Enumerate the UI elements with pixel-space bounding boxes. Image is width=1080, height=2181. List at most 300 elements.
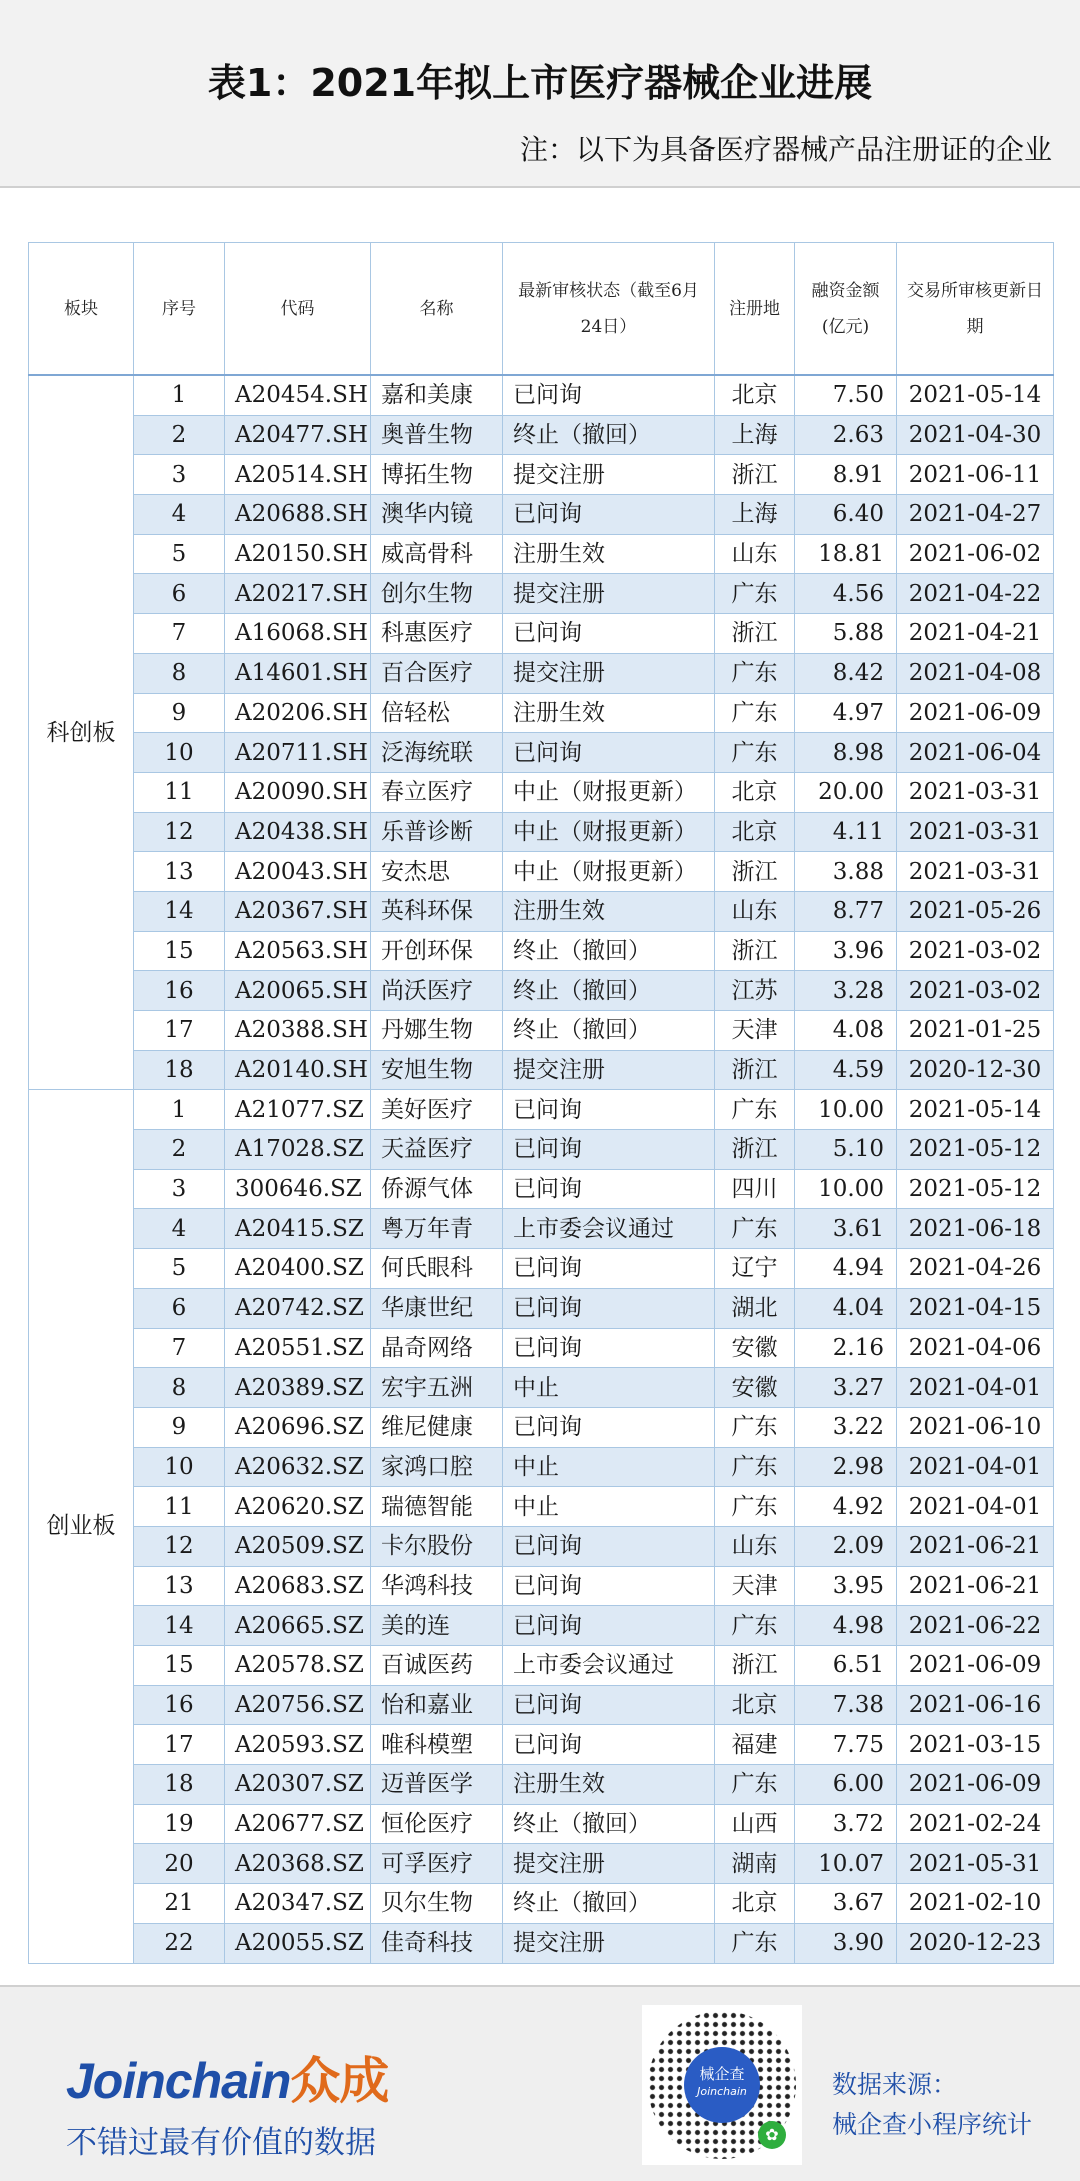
row-amount: 4.08	[795, 1011, 897, 1051]
row-code: A20477.SH	[225, 415, 371, 455]
row-status: 已问询	[503, 1566, 715, 1606]
row-index: 6	[134, 1288, 225, 1328]
row-date: 2021-02-10	[897, 1884, 1054, 1924]
row-location: 福建	[715, 1725, 795, 1765]
row-date: 2021-06-09	[897, 693, 1054, 733]
row-code: A20551.SZ	[225, 1328, 371, 1368]
row-amount: 8.91	[795, 455, 897, 495]
row-name: 何氏眼科	[371, 1249, 503, 1289]
table-row	[29, 1050, 1054, 1090]
row-amount: 20.00	[795, 772, 897, 812]
row-index: 19	[134, 1804, 225, 1844]
row-index: 17	[134, 1011, 225, 1051]
row-code: A20509.SZ	[225, 1526, 371, 1566]
row-amount: 3.61	[795, 1209, 897, 1249]
row-date: 2021-06-10	[897, 1407, 1054, 1447]
table-row	[29, 733, 1054, 773]
col-header-status: 最新审核状态（截至6月24日）	[503, 243, 715, 376]
row-amount: 7.75	[795, 1725, 897, 1765]
table-row	[29, 1169, 1054, 1209]
row-status: 已问询	[503, 1725, 715, 1765]
row-location: 浙江	[715, 852, 795, 892]
row-date: 2020-12-30	[897, 1050, 1054, 1090]
row-amount: 3.90	[795, 1923, 897, 1963]
col-header-date: 交易所审核更新日期	[897, 243, 1054, 376]
row-amount: 4.92	[795, 1487, 897, 1527]
row-date: 2021-04-01	[897, 1447, 1054, 1487]
source-label: 数据来源：	[832, 2070, 958, 2099]
row-amount: 3.27	[795, 1368, 897, 1408]
table-note: 注：以下为具备医疗器械产品注册证的企业	[519, 133, 1052, 166]
table-row	[29, 534, 1054, 574]
row-status: 提交注册	[503, 1844, 715, 1884]
table-row	[29, 1844, 1054, 1884]
row-code: A20206.SH	[225, 693, 371, 733]
row-index: 15	[134, 1646, 225, 1686]
ipo-progress-table	[28, 242, 1054, 1964]
row-name: 粤万年青	[371, 1209, 503, 1249]
table-row	[29, 1090, 1054, 1130]
row-code: A20140.SH	[225, 1050, 371, 1090]
row-location: 浙江	[715, 455, 795, 495]
table-row	[29, 1011, 1054, 1051]
table-row	[29, 455, 1054, 495]
row-amount: 2.98	[795, 1447, 897, 1487]
row-date: 2021-06-11	[897, 455, 1054, 495]
row-index: 5	[134, 534, 225, 574]
row-name: 百诚医药	[371, 1646, 503, 1686]
table-row	[29, 1368, 1054, 1408]
row-location: 广东	[715, 693, 795, 733]
row-location: 广东	[715, 1487, 795, 1527]
board-label: 科创板	[29, 375, 134, 1090]
row-date: 2021-06-21	[897, 1526, 1054, 1566]
row-name: 倍轻松	[371, 693, 503, 733]
table-row	[29, 574, 1054, 614]
row-date: 2021-06-09	[897, 1646, 1054, 1686]
row-status: 已问询	[503, 1288, 715, 1328]
row-status: 提交注册	[503, 455, 715, 495]
row-name: 奥普生物	[371, 415, 503, 455]
table-row	[29, 614, 1054, 654]
row-code: A20368.SZ	[225, 1844, 371, 1884]
row-index: 20	[134, 1844, 225, 1884]
table-row	[29, 1606, 1054, 1646]
row-index: 4	[134, 495, 225, 535]
table-row	[29, 891, 1054, 931]
row-amount: 3.96	[795, 931, 897, 971]
row-date: 2021-01-25	[897, 1011, 1054, 1051]
row-index: 16	[134, 1685, 225, 1725]
row-code: A20688.SH	[225, 495, 371, 535]
row-status: 已问询	[503, 495, 715, 535]
row-name: 丹娜生物	[371, 1011, 503, 1051]
row-index: 10	[134, 1447, 225, 1487]
row-index: 16	[134, 971, 225, 1011]
table-row	[29, 1447, 1054, 1487]
page-title: 表1：2021年拟上市医疗器械企业进展	[207, 61, 873, 105]
col-header-index: 序号	[134, 243, 225, 376]
row-name: 安杰思	[371, 852, 503, 892]
row-index: 12	[134, 812, 225, 852]
row-location: 广东	[715, 574, 795, 614]
row-location: 北京	[715, 1685, 795, 1725]
row-date: 2021-05-26	[897, 891, 1054, 931]
row-amount: 3.22	[795, 1407, 897, 1447]
row-date: 2021-05-12	[897, 1169, 1054, 1209]
row-date: 2021-05-12	[897, 1130, 1054, 1170]
row-index: 13	[134, 1566, 225, 1606]
row-code: A20514.SH	[225, 455, 371, 495]
row-amount: 4.98	[795, 1606, 897, 1646]
source-value: 械企查小程序统计	[832, 2110, 1033, 2139]
row-code: A20563.SH	[225, 931, 371, 971]
row-code: A20593.SZ	[225, 1725, 371, 1765]
row-status: 终止（撤回）	[503, 1011, 715, 1051]
row-name: 嘉和美康	[371, 375, 503, 415]
row-location: 广东	[715, 733, 795, 773]
row-date: 2021-05-31	[897, 1844, 1054, 1884]
row-location: 北京	[715, 1884, 795, 1924]
row-amount: 3.88	[795, 852, 897, 892]
row-amount: 3.28	[795, 971, 897, 1011]
row-amount: 4.56	[795, 574, 897, 614]
row-status: 已问询	[503, 1130, 715, 1170]
row-amount: 4.59	[795, 1050, 897, 1090]
row-name: 侨源气体	[371, 1169, 503, 1209]
row-index: 13	[134, 852, 225, 892]
row-status: 注册生效	[503, 891, 715, 931]
table-row	[29, 1249, 1054, 1289]
row-name: 怡和嘉业	[371, 1685, 503, 1725]
row-name: 迈普医学	[371, 1765, 503, 1805]
row-status: 已问询	[503, 1169, 715, 1209]
row-date: 2021-04-30	[897, 415, 1054, 455]
row-location: 广东	[715, 1407, 795, 1447]
table-row	[29, 1725, 1054, 1765]
row-index: 18	[134, 1765, 225, 1805]
row-name: 唯科模塑	[371, 1725, 503, 1765]
row-status: 已问询	[503, 1249, 715, 1289]
table-row	[29, 772, 1054, 812]
row-amount: 10.00	[795, 1169, 897, 1209]
row-name: 可孚医疗	[371, 1844, 503, 1884]
col-header-amount: 融资金额(亿元)	[795, 243, 897, 376]
row-date: 2021-04-06	[897, 1328, 1054, 1368]
row-amount: 7.50	[795, 375, 897, 415]
row-index: 22	[134, 1923, 225, 1963]
row-status: 已问询	[503, 1685, 715, 1725]
row-status: 已问询	[503, 1090, 715, 1130]
row-amount: 4.11	[795, 812, 897, 852]
row-status: 上市委会议通过	[503, 1209, 715, 1249]
row-name: 美好医疗	[371, 1090, 503, 1130]
row-location: 辽宁	[715, 1249, 795, 1289]
row-name: 美的连	[371, 1606, 503, 1646]
table-row	[29, 653, 1054, 693]
row-status: 注册生效	[503, 1765, 715, 1805]
row-code: A20696.SZ	[225, 1407, 371, 1447]
table-row	[29, 1765, 1054, 1805]
row-status: 注册生效	[503, 534, 715, 574]
row-code: A20454.SH	[225, 375, 371, 415]
row-name: 泛海统联	[371, 733, 503, 773]
row-name: 乐普诊断	[371, 812, 503, 852]
row-code: A20150.SH	[225, 534, 371, 574]
row-index: 18	[134, 1050, 225, 1090]
row-status: 提交注册	[503, 653, 715, 693]
row-amount: 4.04	[795, 1288, 897, 1328]
row-amount: 3.72	[795, 1804, 897, 1844]
row-location: 安徽	[715, 1368, 795, 1408]
row-index: 1	[134, 1090, 225, 1130]
row-location: 广东	[715, 1923, 795, 1963]
mini-program-icon: ✿	[758, 2121, 786, 2149]
row-name: 尚沃医疗	[371, 971, 503, 1011]
table-row	[29, 812, 1054, 852]
col-header-code: 代码	[225, 243, 371, 376]
row-code: A20632.SZ	[225, 1447, 371, 1487]
row-location: 浙江	[715, 1646, 795, 1686]
row-name: 维尼健康	[371, 1407, 503, 1447]
board-label: 创业板	[29, 1090, 134, 1963]
row-index: 11	[134, 1487, 225, 1527]
mini-program-qr-code[interactable]	[642, 2005, 802, 2165]
row-date: 2021-03-31	[897, 852, 1054, 892]
row-index: 7	[134, 614, 225, 654]
row-code: A20677.SZ	[225, 1804, 371, 1844]
row-location: 安徽	[715, 1328, 795, 1368]
row-code: A14601.SH	[225, 653, 371, 693]
col-header-name: 名称	[371, 243, 503, 376]
table-row	[29, 1328, 1054, 1368]
row-location: 山东	[715, 534, 795, 574]
col-header-location: 注册地	[715, 243, 795, 376]
row-amount: 3.67	[795, 1884, 897, 1924]
table-row	[29, 1487, 1054, 1527]
logo-text-cn: 众成	[290, 2053, 389, 2109]
data-table-container	[28, 242, 1053, 1964]
row-amount: 2.63	[795, 415, 897, 455]
table-row	[29, 1209, 1054, 1249]
row-code: A20415.SZ	[225, 1209, 371, 1249]
table-row	[29, 1288, 1054, 1328]
row-location: 浙江	[715, 1050, 795, 1090]
row-location: 天津	[715, 1566, 795, 1606]
row-date: 2021-03-31	[897, 772, 1054, 812]
row-name: 开创环保	[371, 931, 503, 971]
row-name: 创尔生物	[371, 574, 503, 614]
table-row	[29, 1804, 1054, 1844]
table-row	[29, 1526, 1054, 1566]
row-date: 2021-06-21	[897, 1566, 1054, 1606]
row-location: 山东	[715, 891, 795, 931]
row-code: A20620.SZ	[225, 1487, 371, 1527]
row-code: A20742.SZ	[225, 1288, 371, 1328]
row-status: 已问询	[503, 1526, 715, 1566]
row-name: 澳华内镜	[371, 495, 503, 535]
qr-center-label: 械企查	[699, 2065, 745, 2083]
row-index: 17	[134, 1725, 225, 1765]
table-row	[29, 1884, 1054, 1924]
table-row	[29, 693, 1054, 733]
row-name: 威高骨科	[371, 534, 503, 574]
row-name: 贝尔生物	[371, 1884, 503, 1924]
row-name: 家鸿口腔	[371, 1447, 503, 1487]
row-date: 2021-06-09	[897, 1765, 1054, 1805]
row-code: A20090.SH	[225, 772, 371, 812]
row-location: 山西	[715, 1804, 795, 1844]
row-status: 已问询	[503, 1407, 715, 1447]
row-name: 宏宇五洲	[371, 1368, 503, 1408]
row-location: 北京	[715, 812, 795, 852]
row-index: 8	[134, 1368, 225, 1408]
row-location: 天津	[715, 1011, 795, 1051]
row-date: 2021-03-15	[897, 1725, 1054, 1765]
row-location: 四川	[715, 1169, 795, 1209]
row-amount: 10.07	[795, 1844, 897, 1884]
row-status: 已问询	[503, 614, 715, 654]
row-index: 11	[134, 772, 225, 812]
row-location: 广东	[715, 1606, 795, 1646]
row-date: 2021-02-24	[897, 1804, 1054, 1844]
row-code: A21077.SZ	[225, 1090, 371, 1130]
row-status: 注册生效	[503, 693, 715, 733]
row-code: A20043.SH	[225, 852, 371, 892]
row-location: 山东	[715, 1526, 795, 1566]
row-amount: 6.00	[795, 1765, 897, 1805]
row-amount: 10.00	[795, 1090, 897, 1130]
row-amount: 6.40	[795, 495, 897, 535]
row-amount: 2.16	[795, 1328, 897, 1368]
row-code: 300646.SZ	[225, 1169, 371, 1209]
table-row	[29, 931, 1054, 971]
row-index: 14	[134, 891, 225, 931]
row-index: 3	[134, 455, 225, 495]
row-amount: 8.98	[795, 733, 897, 773]
row-code: A20217.SH	[225, 574, 371, 614]
row-status: 终止（撤回）	[503, 415, 715, 455]
row-code: A20389.SZ	[225, 1368, 371, 1408]
row-date: 2020-12-23	[897, 1923, 1054, 1963]
row-date: 2021-03-02	[897, 971, 1054, 1011]
row-status: 提交注册	[503, 1050, 715, 1090]
row-location: 浙江	[715, 614, 795, 654]
row-name: 华鸿科技	[371, 1566, 503, 1606]
row-index: 9	[134, 693, 225, 733]
row-index: 2	[134, 1130, 225, 1170]
row-amount: 6.51	[795, 1646, 897, 1686]
row-amount: 7.38	[795, 1685, 897, 1725]
row-code: A20683.SZ	[225, 1566, 371, 1606]
row-name: 天益医疗	[371, 1130, 503, 1170]
row-date: 2021-06-18	[897, 1209, 1054, 1249]
row-amount: 2.09	[795, 1526, 897, 1566]
row-location: 广东	[715, 1090, 795, 1130]
col-header-board: 板块	[29, 243, 134, 376]
row-status: 中止	[503, 1487, 715, 1527]
row-code: A20388.SH	[225, 1011, 371, 1051]
row-code: A16068.SH	[225, 614, 371, 654]
table-row	[29, 1130, 1054, 1170]
row-name: 华康世纪	[371, 1288, 503, 1328]
row-amount: 3.95	[795, 1566, 897, 1606]
row-name: 博拓生物	[371, 455, 503, 495]
row-code: A20438.SH	[225, 812, 371, 852]
row-name: 瑞德智能	[371, 1487, 503, 1527]
row-date: 2021-03-31	[897, 812, 1054, 852]
row-code: A20055.SZ	[225, 1923, 371, 1963]
row-name: 安旭生物	[371, 1050, 503, 1090]
table-row	[29, 375, 1054, 415]
qr-center-badge	[684, 2047, 760, 2123]
table-body	[29, 375, 1054, 1963]
row-amount: 8.77	[795, 891, 897, 931]
row-status: 已问询	[503, 1606, 715, 1646]
row-status: 终止（撤回）	[503, 971, 715, 1011]
row-name: 英科环保	[371, 891, 503, 931]
row-location: 湖南	[715, 1844, 795, 1884]
row-amount: 4.97	[795, 693, 897, 733]
row-index: 15	[134, 931, 225, 971]
row-status: 终止（撤回）	[503, 931, 715, 971]
row-index: 4	[134, 1209, 225, 1249]
row-date: 2021-04-26	[897, 1249, 1054, 1289]
row-index: 1	[134, 375, 225, 415]
joinchain-logo	[66, 2041, 388, 2113]
row-status: 中止（财报更新）	[503, 772, 715, 812]
row-status: 终止（撤回）	[503, 1804, 715, 1844]
page-header	[0, 0, 1080, 188]
table-header-row	[29, 243, 1054, 376]
row-date: 2021-04-21	[897, 614, 1054, 654]
row-location: 北京	[715, 772, 795, 812]
table-row	[29, 415, 1054, 455]
row-date: 2021-05-14	[897, 1090, 1054, 1130]
row-location: 湖北	[715, 1288, 795, 1328]
row-date: 2021-06-22	[897, 1606, 1054, 1646]
row-date: 2021-06-02	[897, 534, 1054, 574]
row-index: 10	[134, 733, 225, 773]
row-index: 12	[134, 1526, 225, 1566]
row-code: A20665.SZ	[225, 1606, 371, 1646]
row-location: 浙江	[715, 1130, 795, 1170]
row-name: 卡尔股份	[371, 1526, 503, 1566]
row-date: 2021-03-02	[897, 931, 1054, 971]
row-name: 佳奇科技	[371, 1923, 503, 1963]
table-row	[29, 495, 1054, 535]
qr-center-sub: Joinchain	[697, 2085, 747, 2098]
row-code: A20347.SZ	[225, 1884, 371, 1924]
table-row	[29, 971, 1054, 1011]
row-index: 6	[134, 574, 225, 614]
row-location: 广东	[715, 653, 795, 693]
row-status: 上市委会议通过	[503, 1646, 715, 1686]
row-amount: 5.88	[795, 614, 897, 654]
row-index: 7	[134, 1328, 225, 1368]
row-index: 9	[134, 1407, 225, 1447]
row-index: 2	[134, 415, 225, 455]
row-location: 江苏	[715, 971, 795, 1011]
table-row	[29, 852, 1054, 892]
row-amount: 18.81	[795, 534, 897, 574]
row-date: 2021-04-08	[897, 653, 1054, 693]
row-date: 2021-04-15	[897, 1288, 1054, 1328]
row-code: A20065.SH	[225, 971, 371, 1011]
row-index: 5	[134, 1249, 225, 1289]
row-date: 2021-04-01	[897, 1487, 1054, 1527]
row-status: 已问询	[503, 1328, 715, 1368]
